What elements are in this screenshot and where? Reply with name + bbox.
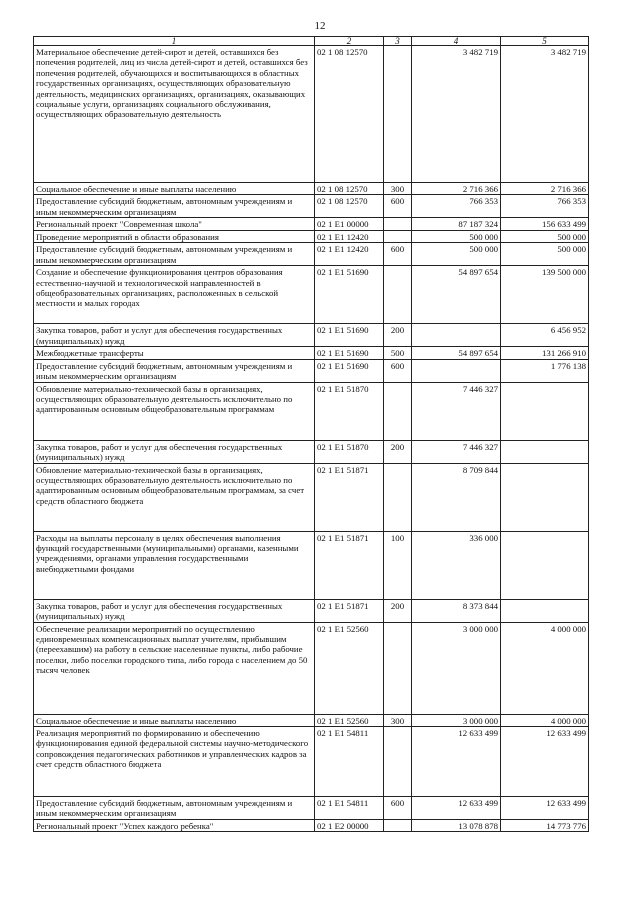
- row-expense-type: [384, 622, 412, 714]
- row-amount-col4: 3 000 000: [412, 714, 501, 726]
- row-name: Обновление материально-технической базы в организациях, осуществляющих образовательную деятельность исключительно по адаптированным основным общеобразовательным программам: [34, 382, 315, 440]
- row-expense-type: 600: [384, 195, 412, 218]
- row-expense-type: 600: [384, 796, 412, 819]
- row-amount-col5: 6 456 952: [501, 324, 589, 347]
- row-name: Реализация мероприятий по формированию и обеспечению функционирования единой федеральной системы научно-методического сопровождения педагогических работников и управленческих кадров за счет средств областного бюджета: [34, 726, 315, 796]
- table-row: [34, 440, 589, 463]
- row-expense-type: 600: [384, 359, 412, 382]
- row-amount-col4: 12 633 499: [412, 796, 501, 819]
- table-row: [34, 266, 589, 324]
- row-expense-type: [384, 46, 412, 183]
- row-expense-type: 300: [384, 183, 412, 195]
- row-amount-col4: 500 000: [412, 230, 501, 242]
- table-row: [34, 531, 589, 599]
- row-amount-col4: 12 633 499: [412, 726, 501, 796]
- table-row: [34, 382, 589, 440]
- row-code: 02 1 E1 51871: [315, 463, 384, 531]
- row-amount-col4: 3 000 000: [412, 622, 501, 714]
- row-name: Закупка товаров, работ и услуг для обеспечения государственных (муниципальных) нужд: [34, 324, 315, 347]
- row-amount-col4: 8 709 844: [412, 463, 501, 531]
- row-code: 02 1 08 12570: [315, 183, 384, 195]
- budget-table: [33, 36, 589, 832]
- row-name: Создание и обеспечение функционирования центров образования естественно-научной и технологической направленностей в общеобразовательных организациях, расположенных в сельской местности и малых городах: [34, 266, 315, 324]
- row-name: Предоставление субсидий бюджетным, автономным учреждениям и иным некоммерческим организациям: [34, 243, 315, 266]
- row-name: Региональный проект "Современная школа": [34, 218, 315, 230]
- row-amount-col4: [412, 324, 501, 347]
- table-row: [34, 359, 589, 382]
- table-row: [34, 463, 589, 531]
- row-code: 02 1 E1 12420: [315, 230, 384, 242]
- row-amount-col4: 8 373 844: [412, 599, 501, 622]
- row-amount-col4: 766 353: [412, 195, 501, 218]
- row-name: Материальное обеспечение детей-сирот и детей, оставшихся без попечения родителей, лиц из числа детей-сирот и детей, оставшихся без попечения родителей, обучающихся и воспитывающихся в областных государственных организациях, осуществляющих образовательную деятельность, медицинских организациях, организациях, оказывающих социальные услуги, организациях социального обслуживания, осуществляющих образовательную деятельность: [34, 46, 315, 183]
- row-amount-col5: 156 633 499: [501, 218, 589, 230]
- row-amount-col4: [412, 359, 501, 382]
- row-expense-type: 200: [384, 324, 412, 347]
- row-amount-col5: 500 000: [501, 243, 589, 266]
- table-row: [34, 218, 589, 230]
- column-header: 5: [501, 37, 589, 46]
- row-expense-type: [384, 382, 412, 440]
- row-amount-col5: 12 633 499: [501, 796, 589, 819]
- row-code: 02 1 E2 00000: [315, 819, 384, 831]
- row-name: Региональный проект "Успех каждого ребенка": [34, 819, 315, 831]
- table-row: [34, 726, 589, 796]
- row-amount-col4: 54 897 654: [412, 266, 501, 324]
- row-amount-col5: [501, 531, 589, 599]
- row-expense-type: [384, 218, 412, 230]
- row-code: 02 1 E1 51871: [315, 531, 384, 599]
- row-name: Закупка товаров, работ и услуг для обеспечения государственных (муниципальных) нужд: [34, 440, 315, 463]
- row-name: Социальное обеспечение и иные выплаты населению: [34, 183, 315, 195]
- page-number: 12: [314, 20, 326, 32]
- row-amount-col5: 14 773 776: [501, 819, 589, 831]
- row-code: 02 1 E1 52560: [315, 622, 384, 714]
- row-amount-col4: 3 482 719: [412, 46, 501, 183]
- table-row: [34, 819, 589, 831]
- row-amount-col4: 7 446 327: [412, 440, 501, 463]
- column-header: 3: [384, 37, 412, 46]
- row-expense-type: 200: [384, 599, 412, 622]
- row-amount-col4: 336 000: [412, 531, 501, 599]
- row-expense-type: 500: [384, 347, 412, 359]
- row-code: 02 1 E1 51690: [315, 359, 384, 382]
- row-amount-col4: 2 716 366: [412, 183, 501, 195]
- column-header: 2: [315, 37, 384, 46]
- row-name: Расходы на выплаты персоналу в целях обеспечения выполнения функций государственными (муниципальными) органами, казенными учреждениями, органами управления государственными внебюджетными фондами: [34, 531, 315, 599]
- row-amount-col5: 1 776 138: [501, 359, 589, 382]
- row-name: Предоставление субсидий бюджетным, автономным учреждениям и иным некоммерческим организациям: [34, 359, 315, 382]
- row-name: Обновление материально-технической базы в организациях, осуществляющих образовательную деятельность исключительно по адаптированным основным общеобразовательным программам, за счет средств областного бюджета: [34, 463, 315, 531]
- row-amount-col5: 4 000 000: [501, 714, 589, 726]
- row-expense-type: 300: [384, 714, 412, 726]
- table-row: [34, 796, 589, 819]
- column-header: 1: [34, 37, 315, 46]
- row-code: 02 1 E1 51870: [315, 382, 384, 440]
- row-code: 02 1 E1 00000: [315, 218, 384, 230]
- row-name: Предоставление субсидий бюджетным, автономным учреждениям и иным некоммерческим организациям: [34, 195, 315, 218]
- row-amount-col4: 54 897 654: [412, 347, 501, 359]
- table-row: [34, 599, 589, 622]
- row-expense-type: [384, 819, 412, 831]
- table-row: [34, 46, 589, 183]
- row-code: 02 1 E1 54811: [315, 796, 384, 819]
- row-name: Обеспечение реализации мероприятий по осуществлению единовременных компенсационных выплат учителям, прибывшим (переехавшим) на работу в сельские населенные пункты, либо рабочие поселки, либо поселки городского типа, либо города с населением до 50 тысяч человек: [34, 622, 315, 714]
- row-amount-col5: 131 266 910: [501, 347, 589, 359]
- row-name: Социальное обеспечение и иные выплаты населению: [34, 714, 315, 726]
- table-row: [34, 714, 589, 726]
- row-code: 02 1 E1 12420: [315, 243, 384, 266]
- row-code: 02 1 E1 51690: [315, 324, 384, 347]
- row-amount-col5: [501, 382, 589, 440]
- row-amount-col4: 13 078 878: [412, 819, 501, 831]
- row-amount-col5: [501, 599, 589, 622]
- row-code: 02 1 E1 52560: [315, 714, 384, 726]
- row-expense-type: 100: [384, 531, 412, 599]
- table-row: [34, 347, 589, 359]
- row-amount-col5: [501, 440, 589, 463]
- row-name: Закупка товаров, работ и услуг для обеспечения государственных (муниципальных) нужд: [34, 599, 315, 622]
- row-code: 02 1 08 12570: [315, 195, 384, 218]
- table-row: [34, 243, 589, 266]
- row-code: 02 1 08 12570: [315, 46, 384, 183]
- row-amount-col5: 766 353: [501, 195, 589, 218]
- row-amount-col5: 12 633 499: [501, 726, 589, 796]
- row-amount-col5: 500 000: [501, 230, 589, 242]
- row-amount-col5: 2 716 366: [501, 183, 589, 195]
- table-row: [34, 195, 589, 218]
- column-header: 4: [412, 37, 501, 46]
- row-amount-col4: 87 187 324: [412, 218, 501, 230]
- row-amount-col5: 4 000 000: [501, 622, 589, 714]
- row-code: 02 1 E1 51690: [315, 266, 384, 324]
- row-name: Межбюджетные трансферты: [34, 347, 315, 359]
- row-amount-col4: 7 446 327: [412, 382, 501, 440]
- row-code: 02 1 E1 54811: [315, 726, 384, 796]
- row-amount-col5: 3 482 719: [501, 46, 589, 183]
- row-code: 02 1 E1 51690: [315, 347, 384, 359]
- row-expense-type: 600: [384, 243, 412, 266]
- table-row: [34, 622, 589, 714]
- row-amount-col5: [501, 463, 589, 531]
- row-expense-type: [384, 463, 412, 531]
- row-name: Проведение мероприятий в области образования: [34, 230, 315, 242]
- table-row: [34, 183, 589, 195]
- row-expense-type: [384, 726, 412, 796]
- row-amount-col4: 500 000: [412, 243, 501, 266]
- table-row: [34, 230, 589, 242]
- row-expense-type: [384, 266, 412, 324]
- row-expense-type: 200: [384, 440, 412, 463]
- row-expense-type: [384, 230, 412, 242]
- row-name: Предоставление субсидий бюджетным, автономным учреждениям и иным некоммерческим организациям: [34, 796, 315, 819]
- row-code: 02 1 E1 51871: [315, 599, 384, 622]
- table-row: [34, 324, 589, 347]
- table-header-row: [34, 37, 589, 46]
- row-amount-col5: 139 500 000: [501, 266, 589, 324]
- row-code: 02 1 E1 51870: [315, 440, 384, 463]
